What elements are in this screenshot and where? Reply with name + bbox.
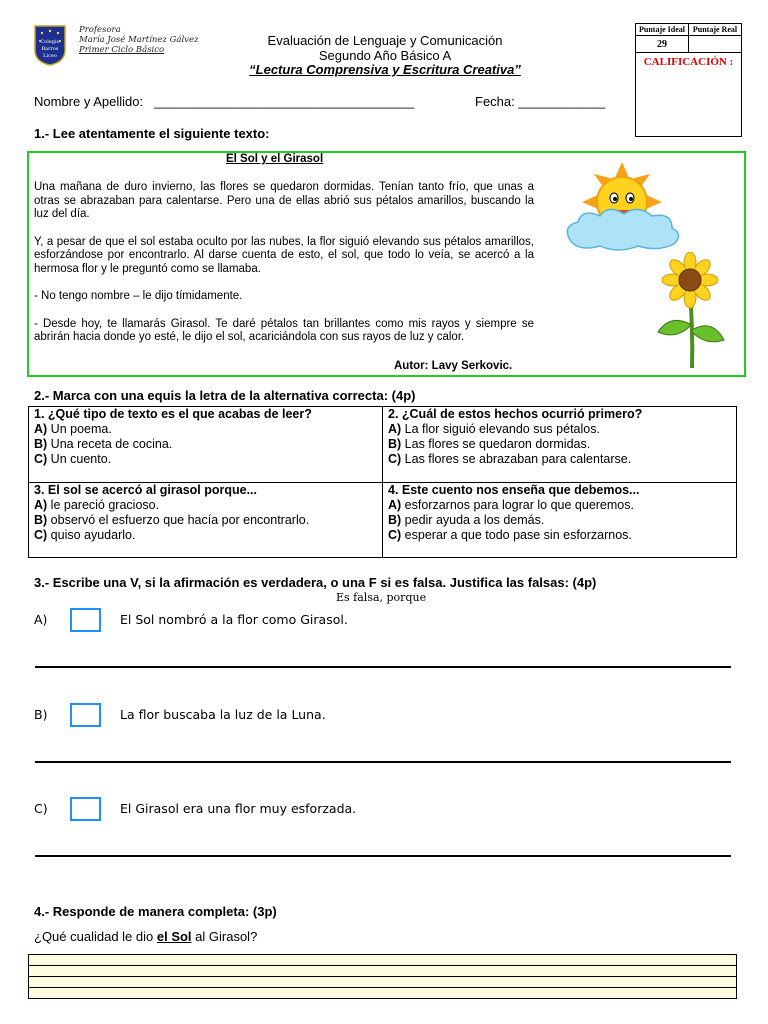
answer-line[interactable] [28,954,737,965]
section-1-title: 1.- Lee atentamente el siguiente texto: [34,126,270,141]
title-line-2: Segundo Año Básico A [318,47,452,63]
justify-line-a[interactable] [35,666,731,668]
option-2b[interactable]: B) Las flores se quedaron dormidas. [388,437,591,451]
option-3c[interactable]: C) quiso ayudarlo. [34,528,136,542]
answer-box-c[interactable] [70,797,101,821]
story-text [34,181,534,359]
section-4-question: ¿Qué cualidad le dio el Sol al Girasol? [34,929,258,944]
option-1b[interactable]: B) Una receta de cocina. [34,437,173,451]
option-3a[interactable]: A) le pareció gracioso. [34,498,160,512]
answer-line[interactable] [28,976,737,987]
option-3b[interactable]: B) observó el esfuerzo que hacía por encontrarlo. [34,513,310,527]
item-letter: C) [34,801,48,816]
sun-cloud-illustration [560,160,690,265]
date-field[interactable]: Fecha: ____________ [475,94,606,109]
item-letter: B) [34,707,48,722]
svg-text:Barros: Barros [41,46,59,52]
teacher-cycle: Primer Ciclo Básico [79,45,165,55]
option-1c[interactable]: C) Un cuento. [34,452,112,466]
teacher-name: María José Martínez Gálvez [79,35,199,45]
title-line-1: Evaluación de Lenguaje y Comunicación [267,33,503,48]
item-statement: El Sol nombró a la flor como Girasol. [120,612,348,627]
story-paragraph: Y, a pesar de que el sol estaba oculto por las nubes, la flor siguió elevando sus pétalos amarillos, esforzándose por encontrarlo. Al darse cuenta de esto, el sol, que todo lo veía, se acercó a la hermosa flor y le preguntó como se llamaba. [34,235,534,275]
question-cell-1 [29,407,383,483]
svg-text:Liceo: Liceo [43,53,57,59]
question-3: 3. El sol se acercó al girasol porque... [34,483,258,497]
answer-line[interactable] [28,987,737,999]
section-4-title: 4.- Responde de manera completa: (3p) [34,904,277,919]
real-score-value[interactable] [689,36,742,53]
option-2c[interactable]: C) Las flores se abrazaban para calentarse. [388,452,632,466]
document-title [210,34,560,78]
title-line-3: “Lectura Comprensiva y Escritura Creativa” [249,62,521,77]
ideal-score-label: Puntaje Ideal [636,24,689,36]
justify-line-c[interactable] [35,855,731,857]
story-paragraph: - Desde hoy, te llamarás Girasol. Te daré pétalos tan brillantes como mis rayos y siempre se abrirán hacia donde yo esté, le dijo el sol, acariciándola con sus rayos de luz y calor. [34,317,534,343]
option-4b[interactable]: B) pedir ayuda a los demás. [388,513,545,527]
option-4a[interactable]: A) esforzarnos para lograr lo que queremos. [388,498,634,512]
svg-text:Colegio: Colegio [40,39,60,45]
name-field[interactable]: Nombre y Apellido: ____________________________________ [34,94,415,109]
item-letter: A) [34,612,48,627]
question-cell-3 [29,483,383,558]
story-author: Autor: Lavy Serkovic. [394,360,513,372]
answer-line[interactable] [28,965,737,976]
answer-box-a[interactable] [70,608,101,632]
question-cell-2 [383,407,737,483]
sunflower-illustration [650,252,730,375]
question-cell-4 [383,483,737,558]
option-2a[interactable]: A) La flor siguió elevando sus pétalos. [388,422,600,436]
es-falsa-note: Es falsa, porque [336,591,427,604]
answer-box-b[interactable] [70,703,101,727]
item-statement: La flor buscaba la luz de la Luna. [120,707,326,722]
justify-line-b[interactable] [35,761,731,763]
teacher-info [79,25,229,55]
score-box [635,23,742,137]
section-2-title: 2.- Marca con una equis la letra de la alternativa correcta: (4p) [34,388,416,403]
story-paragraph: Una mañana de duro invierno, las flores se quedaron dormidas. Tenían tanto frío, que unas a otras se abrazaban para calentarse. Pero una de ellas abrió sus pétalos amarillos, buscando la luz del día. [34,181,534,220]
answer-lines[interactable] [28,954,737,1000]
item-statement: El Girasol era una flor muy esforzada. [120,801,357,816]
story-title: El Sol y el Girasol [226,153,324,165]
multiple-choice-table [28,406,737,558]
story-paragraph: - No tengo nombre – le dijo tímidamente. [34,290,243,302]
real-score-label: Puntaje Real [689,24,742,36]
section-3-title: 3.- Escribe una V, si la afirmación es verdadera, o una F si es falsa. Justifica las falsas: (4p) [34,575,597,590]
grade-label: CALIFICACIÓN : [643,56,734,68]
teacher-role: Profesora [79,25,121,35]
question-2: 2. ¿Cuál de estos hechos ocurrió primero? [388,407,643,421]
ideal-score-value: 29 [636,36,689,53]
option-4c[interactable]: C) esperar a que todo pase sin esforzarnos. [388,528,632,542]
question-1: 1. ¿Qué tipo de texto es el que acabas de leer? [34,407,312,421]
school-logo [33,24,67,66]
question-4: 4. Este cuento nos enseña que debemos... [388,483,640,497]
option-1a[interactable]: A) Un poema. [34,422,112,436]
